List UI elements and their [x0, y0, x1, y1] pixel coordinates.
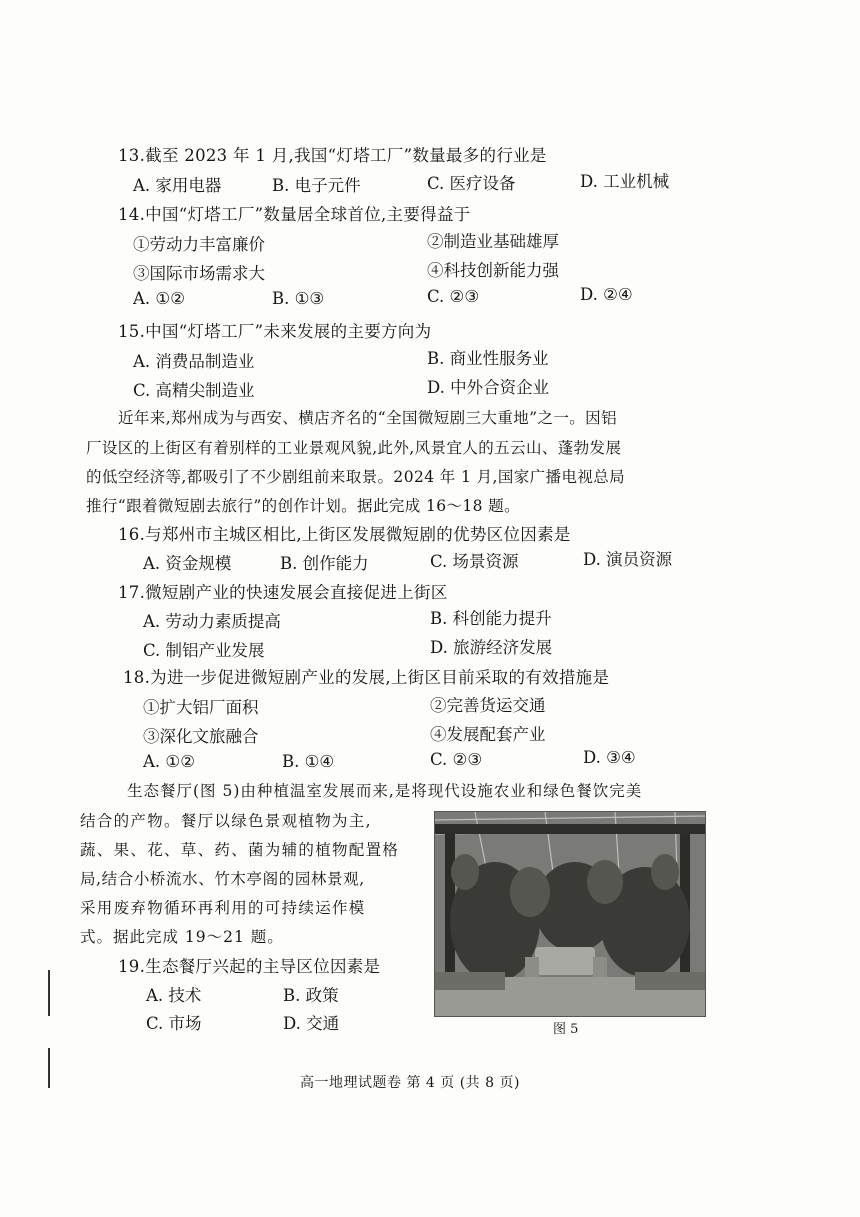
passage1-line-2: 厂设区的上街区有着别样的工业景观风貌,此外,风景宜人的五云山、蓬勃发展 — [86, 439, 622, 457]
q18-item-4: ④发展配套产业 — [430, 725, 546, 744]
scan-margin-mark — [48, 970, 50, 1016]
q19-option-a: A. 技术 — [146, 986, 202, 1005]
q13-option-c: C. 医疗设备 — [427, 174, 516, 193]
q15-option-b: B. 商业性服务业 — [427, 349, 549, 368]
q14-item-3: ③国际市场需求大 — [133, 264, 265, 283]
passage2-line-6: 式。据此完成 19～21 题。 — [80, 928, 284, 946]
q14-option-c: C. ②③ — [427, 287, 480, 306]
q16-stem: 16.与郑州市主城区相比,上街区发展微短剧的优势区位因素是 — [118, 525, 571, 544]
q16-option-c: C. 场景资源 — [430, 552, 519, 571]
q16-option-b: B. 创作能力 — [280, 554, 369, 573]
scan-margin-mark — [48, 1048, 50, 1088]
passage2-line-2: 结合的产物。餐厅以绿色景观植物为主, — [80, 812, 372, 830]
q18-item-3: ③深化文旅融合 — [143, 727, 259, 746]
q19-option-c: C. 市场 — [146, 1014, 202, 1033]
q14-item-4: ④科技创新能力强 — [427, 261, 559, 280]
q15-option-c: C. 高精尖制造业 — [133, 381, 255, 400]
q18-option-c: C. ②③ — [430, 750, 483, 769]
q14-item-1: ①劳动力丰富廉价 — [133, 235, 265, 254]
q16-option-d: D. 演员资源 — [583, 550, 673, 569]
q17-option-d: D. 旅游经济发展 — [430, 638, 553, 657]
q14-stem: 14.中国“灯塔工厂”数量居全球首位,主要得益于 — [118, 205, 471, 224]
q14-option-b: B. ①③ — [272, 289, 325, 308]
q18-option-b: B. ①④ — [282, 752, 335, 771]
passage2-line-5: 采用废弃物循环再利用的可持续运作模 — [80, 899, 366, 917]
figure-5-caption: 图 5 — [553, 1022, 579, 1037]
q19-option-b: B. 政策 — [283, 986, 339, 1005]
q19-stem: 19.生态餐厅兴起的主导区位因素是 — [118, 957, 381, 976]
q18-item-1: ①扩大铝厂面积 — [143, 698, 259, 717]
passage2-line-3: 蔬、果、花、草、药、菌为辅的植物配置格 — [80, 841, 400, 859]
passage2-line-1: 生态餐厅(图 5)由种植温室发展而来,是将现代设施农业和绿色餐饮完美 — [127, 782, 643, 800]
q14-option-d: D. ②④ — [580, 285, 633, 304]
q17-option-b: B. 科创能力提升 — [430, 609, 552, 628]
q13-option-d: D. 工业机械 — [580, 172, 670, 191]
q18-option-a: A. ①② — [143, 752, 195, 771]
q13-stem: 13.截至 2023 年 1 月,我国“灯塔工厂”数量最多的行业是 — [118, 146, 547, 165]
q18-item-2: ②完善货运交通 — [430, 696, 546, 715]
figure-5-photo — [434, 811, 706, 1017]
q14-option-a: A. ①② — [133, 289, 185, 308]
q17-stem: 17.微短剧产业的快速发展会直接促进上街区 — [118, 583, 448, 602]
greenhouse-photo-graphic — [435, 812, 705, 1016]
passage1-line-3: 的低空经济等,都吸引了不少剧组前来取景。2024 年 1 月,国家广播电视总局 — [86, 468, 626, 486]
q19-option-d: D. 交通 — [283, 1014, 340, 1033]
q18-option-d: D. ③④ — [583, 748, 636, 767]
q14-item-2: ②制造业基础雄厚 — [427, 232, 559, 251]
page-footer: 高一地理试题卷 第 4 页 (共 8 页) — [300, 1075, 520, 1091]
q17-option-a: A. 劳动力素质提高 — [143, 612, 281, 631]
q15-option-a: A. 消费品制造业 — [133, 352, 255, 371]
q17-option-c: C. 制铝产业发展 — [143, 641, 265, 660]
q16-option-a: A. 资金规模 — [143, 554, 232, 573]
q15-option-d: D. 中外合资企业 — [427, 378, 550, 397]
q13-option-b: B. 电子元件 — [272, 176, 361, 195]
passage1-line-4: 推行“跟着微短剧去旅行”的创作计划。据此完成 16～18 题。 — [86, 497, 521, 515]
q18-stem: 18.为进一步促进微短剧产业的发展,上街区目前采取的有效措施是 — [123, 668, 610, 687]
passage2-line-4: 局,结合小桥流水、竹木亭阁的园林景观, — [80, 870, 365, 888]
q15-stem: 15.中国“灯塔工厂”未来发展的主要方向为 — [118, 322, 432, 341]
passage1-line-1: 近年来,郑州成为与西安、横店齐名的“全国微短剧三大重地”之一。因铝 — [118, 409, 617, 427]
q13-option-a: A. 家用电器 — [133, 176, 222, 195]
